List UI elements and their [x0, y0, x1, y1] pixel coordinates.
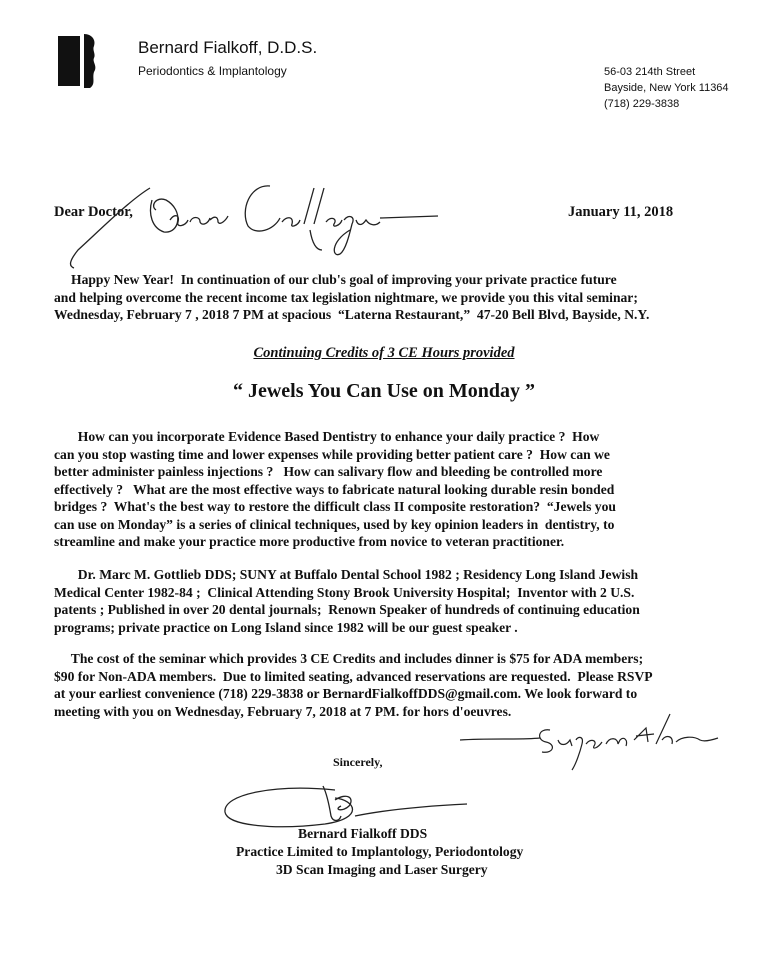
speaker-line: patents ; Published in over 20 dental journals; Renown Speaker of hundreds of continuing education — [54, 602, 640, 617]
signer-services: 3D Scan Imaging and Laser Surgery — [276, 862, 488, 877]
handwritten-superstar — [450, 700, 720, 772]
speaker-line: programs; private practice on Long Island since 1982 will be our guest speaker . — [54, 619, 518, 635]
body-line: bridges ? What's the best way to restore the difficult class II composite restoration? “Jewels you — [54, 499, 616, 514]
body-line: can use on Monday” is a series of clinical techniques, used by key opinion leaders in dentistry, to — [54, 516, 615, 532]
seminar-description — [54, 428, 616, 551]
intro-line: and helping overcome the recent income tax legislation nightmare, we provide you this vital seminar; — [54, 289, 638, 305]
cost-line: at your earliest convenience (718) 229-3838 or BernardFialkoffDDS@gmail.com. We look forward to — [54, 686, 638, 701]
handwritten-dear-colleague — [60, 170, 440, 270]
body-line: better administer painless injections ? How can salivary flow and bleeding be controlled more — [54, 464, 603, 479]
address-phone: (718) 229-3838 — [604, 98, 680, 110]
letter-date: January 11, 2018 — [568, 204, 674, 220]
speaker-line: Dr. Marc M. Gottlieb DDS; SUNY at Buffalo Dental School 1982 ; Residency Long Island Jewish — [54, 567, 639, 582]
doctor-name: Bernard Fialkoff, D.D.S. — [138, 38, 318, 57]
speaker-bio — [54, 566, 640, 636]
address-city: Bayside, New York 11364 — [604, 82, 729, 94]
signer-practice: Practice Limited to Implantology, Periodontology — [236, 844, 524, 859]
body-line: streamline and make your practice more productive from novice to veteran practitioner. — [54, 534, 565, 549]
seminar-title: “ Jewels You Can Use on Monday ” — [232, 380, 536, 402]
cost-line: $90 for Non-ADA members. Due to limited seating, advanced reservations are requested. Please RSVP — [54, 668, 653, 684]
intro-line: Wednesday, February 7 , 2018 7 PM at spacious “Laterna Restaurant,” 47-20 Bell Blvd, Bayside, N.Y. — [54, 307, 650, 322]
salutation: Dear Doctor, — [54, 204, 133, 220]
body-line: How can you incorporate Evidence Based Dentistry to enhance your daily practice ? How — [54, 429, 600, 444]
body-line: effectively ? What are the most effective ways to fabricate natural looking durable resin bonded — [54, 481, 615, 497]
signer-name: Bernard Fialkoff DDS — [298, 826, 428, 841]
sincerely: Sincerely, — [333, 755, 383, 769]
address-street: 56-03 214th Street — [604, 66, 696, 78]
body-line: can you stop wasting time and lower expenses while providing better patient care ? How can we — [54, 446, 610, 462]
practice-logo — [56, 32, 102, 90]
intro-paragraph — [54, 271, 649, 324]
practice-specialty: Periodontics & Implantology — [138, 64, 287, 78]
ce-credits-heading: Continuing Credits of 3 CE Hours provided — [253, 345, 515, 361]
speaker-line: Medical Center 1982-84 ; Clinical Attending Stony Brook University Hospital; Inventor with 2 U.S. — [54, 584, 635, 600]
intro-line: Happy New Year! In continuation of our club's goal of improving your private practice future — [54, 272, 617, 287]
cost-line: The cost of the seminar which provides 3 CE Credits and includes dinner is $75 for ADA members; — [54, 651, 644, 666]
cost-line: meeting with you on Wednesday, February 7, 2018 at 7 PM. for hors d'oeuvres. — [54, 703, 512, 719]
